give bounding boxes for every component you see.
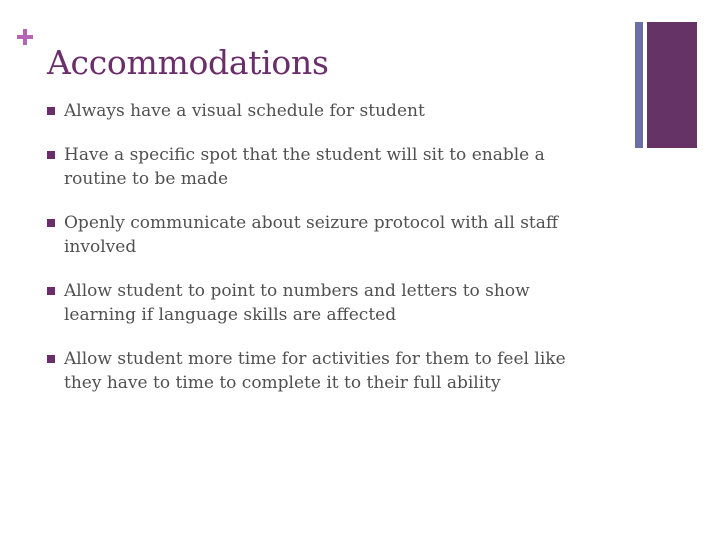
decorative-bar-thick: [647, 22, 697, 148]
bullet-text: Have a specific spot that the student will sit to enable a routine to be made: [64, 145, 545, 189]
bullet-text: Allow student to point to numbers and letters to show learning if language skills are affected: [64, 281, 530, 325]
decorative-bar-thin: [635, 22, 643, 148]
square-bullet-icon: [47, 219, 55, 227]
bullet-item: [47, 347, 607, 395]
plus-icon: [15, 27, 35, 47]
bullet-text: Openly communicate about seizure protocol with all staff involved: [64, 213, 558, 257]
square-bullet-icon: [47, 287, 55, 295]
bullet-item: [47, 143, 607, 191]
bullet-text: Allow student more time for activities for them to feel like they have to time to complete it to their full ability: [64, 349, 566, 393]
square-bullet-icon: [47, 151, 55, 159]
bullet-list: [47, 99, 607, 415]
square-bullet-icon: [47, 107, 55, 115]
bullet-item: [47, 279, 607, 327]
plus-icon-vertical: [23, 29, 27, 45]
square-bullet-icon: [47, 355, 55, 363]
bullet-text: Always have a visual schedule for student: [64, 101, 425, 121]
bullet-item: [47, 99, 607, 123]
slide-title: Accommodations: [47, 43, 329, 82]
bullet-item: [47, 211, 607, 259]
